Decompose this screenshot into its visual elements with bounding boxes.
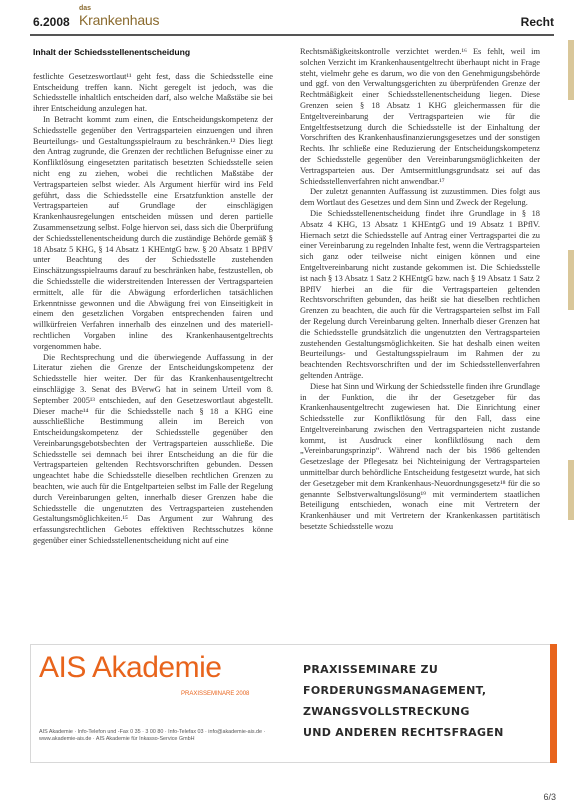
ad-contact-text: AIS Akademie · Info-Telefon und -Fax 0 35 · 3 00 80 · Info-Telefax 03 · info@akademie-ais.de · www.akademie-ais.de · AIS Akademie für Inkasso-Service GmbH [39,729,266,742]
paragraph: Der zuletzt genannten Auffassung ist zuzustimmen. Dies folgt aus dem Wortlaut des Gesetzes und dem Sinn und Zweck der Regelung. [300,187,540,208]
ad-headline-line: ZWANGSVOLLSTRECKUNG [303,705,470,718]
article-heading: Inhalt der Schiedsstellenentscheidung [33,47,191,57]
page-number: 6/3 [543,792,556,802]
logo-prefix: das [79,5,92,12]
ad-brand-subtitle: PRAXISSEMINARE 2008 [181,691,250,697]
ad-brand-block [31,645,291,762]
paragraph: Die Schiedsstellenentscheidung findet ihre Grundlage in § 18 Absatz 4 KHG, 13 Absatz 1 KHEntgG und 19 Absatz 1 BPflV. Hiernach setzt die Schiedsstelle auf Antrag einer Vertragspartei die zu einer Vereinbarung zu regelnden Inhalte fest, wenn die Vertragsparteien sich ganz oder teilweise nicht einigen können und eine Entgeltvereinbarung nicht zustande gekommen ist. Die Schiedsstelle ist nach § 13 Absatz 1 Satz 2 KHEntgG bzw. nach § 19 Absatz 1 Satz 2 BPflV hierbei an die für die Vertragsparteien geltenden Rechtsvorschriften gebunden, das heißt sie hat dieselben rechtlichen Grenzen zu beachten, die auch für die Vertragsparteien selbst im Fall der Regelung durch Vereinbarung gelten. Innerhalb dieser Grenzen hat die Schiedsstelle grundsätzlich die ungenutzten den Vertragsparteien zustehenden Gestaltungsmöglichkeiten. Sie hat deshalb einen weiten Beurteilungs- und Gestaltungsspielraum im Rahmen der zu beachtenden Rechtsvorschriften und der im Schiedsstellenverfahren geltenden Anträge. [300,208,540,380]
header-rule [30,34,554,36]
edge-tab-mark [568,40,574,100]
journal-logo [79,5,160,31]
ad-headline-line: UND ANDEREN RECHTSFRAGEN [303,726,504,739]
issue-number: 6.2008 [33,15,70,29]
paragraph: Rechtsmäßigkeitskontrolle verzichtet werden.¹⁶ Es fehlt, weil im solchen Verzicht im Krankenhausentgeltrecht überhaupt nicht in Frage steht, vielmehr gehe es darum, wo die von den Genehmigungsbehörde und ggf. von den Verwaltungsgerichten zu überprüfenden Grenze der Rechtmäßigkeit einer Schiedsstellenentscheidung liegen. Diese Grenzen seien § 18 Absatz 1 KHG gleichermassen für die Entgeltvereinbarung der Vertragsparteien wie für die Entgeltfestsetzung durch die Schiedsstelle ist der Einhaltung der Vorschriften des Krankenhausfinanzierungsgesetzes und der sonstigen Rechts. Ihr schließe eine Reduzierung der Entscheidungskompetenz der Schiedsstelle gegenüber den Vereinbarungsmöglichkeiten der Vertragsparteien aus. Der Amtsermittlungsgrundsatz sei auf das Schiedsstellenverfahren nicht anwendbar.¹⁷ [300,47,540,186]
paragraph: In Betracht kommt zum einen, die Entscheidungskompetenz der Schiedsstelle gegenüber den Vertragsparteien einzuengen und ihren Beurteilungs- und Gestaltungsspielraum zu beschränken.¹² Dies liegt den Antrag zugrunde, die Grenzen der rechtlichen Befugnisse einer zu Konfliktlösung eingesetzten paritatisch besetzten Schiedsstelle seien nicht eng zu ziehen, wobei die rechtlichen Maßstäbe der Vertragsparteien selbst wieder. Als Argument hierfür wird ins Feld geführt, dass die Schiedsstelle eine Ersatzfunktion anstelle der Vertragsparteien auf Grundlage der einschlägigen Krankenhausregelungen entscheiden müssen und deren partielle Zusammensetzung selbst. Folge hiervon sei, dass sich die Überprüfung der Schiedsstellenentscheidung durch die zuständige Behörde gemäß § 18 Absatz 5 KHG, § 14 Absatz 1 KHEntgG bzw. § 20 Absatz 1 BPflV unter Beachtung des der Schiedsstelle zustehenden Einschätzungsspielraums darauf zu beschränken habe, festzustellen, ob die Schiedsstelle die widerstreitenden Interessen der Vertragsparteien ermittelt, alle für die Abwägung erforderlichen tatsächlichen Erkenntnisse gewonnen und die Abwägung frei von Einseitigkeit in einem den gesetzlichen Vorgaben entsprechenden fairen und willkürfreien Verfahren innerhalb des einzelnen und des materiell-rechtlichen Vorgaben inline des Krankenhausentgeltrechts vorgenommen habe. [33,114,273,351]
paragraph: Die Rechtsprechung und die überwiegende Auffassung in der Literatur ziehen die Grenze der Entscheidungskompetenz der Schiedsstelle hier weiter. Der für das Krankenhausentgeltrecht einschlägige 3. Senat des BVerwG hat in seinem Urteil vom 8. September 2005¹³ entschieden, auf den Gesetzeswortlaut abgestellt. Dieser mache¹⁴ für die Schiedsstelle nach § 18 a KHG eine ausschließliche Bestimmung allein im Bereich von Entscheidungskompetenz der Schiedsstelle gegenüber den Vereinbarungsgebotsbechten der Vertragsparteien ausschließe. Die Schiedsstelle sei demnach bei ihrer Entscheidung an die für die Vertragsparteien geltenden Rechtsvorschriften gebunden. Dessen ungeachtet habe die Schiedsstelle dieselben rechtlichen Grenzen zu beachten, wie auch für die Entgeltparteien selbst im Falle der Regelung durch Vereinbarungen gelten, innerhalb dieser Grenzen habe die Schiedsstelle die ungenutzten des Vertragsparteien zustehenden Gestaltungsmöglichkeiten.¹⁵ Das Argument zur Wahrung des erfassungsrechtlichen Gebotes effektiven Rechtsschutzes könne gegenüber einer Schiedsstellenentscheidung nicht auf eine [33,352,273,546]
section-label: Recht [520,15,554,29]
ad-headline-line: FORDERUNGSMANAGEMENT, [303,684,487,697]
edge-tab-mark [568,460,574,520]
edge-tab-mark [568,250,574,310]
article-column-right [300,47,540,639]
paragraph: Diese hat Sinn und Wirkung der Schiedsstelle finden ihre Grundlage in der Funktion, die ihr der Gesetzgeber für das Krankenhausentgeltrecht zugewiesen hat. Die Einrichtung einer Schiedsstelle zur Konfliktlösung für den Fall, dass eine Entgeltvereinbarung zwischen den Vertragsparteien nicht zustande kommt, ist Ausdruck einer konfliktlösung nach dem „Vereinbarungsprinzip“. Während nach der bis 1986 geltenden Gesetzeslage der Pflegesatz bei Nichteinigung der Vertragsparteien unmittelbar durch behördliche Entscheidung festgesetzt wurde, hat sich der Gesetzgeber mit dem Krankenhaus-Neuordnungsgesetz¹⁸ für die so genannte Selbstverwaltungslösung¹⁹ mit vermindertem staatlichen Beteiligung entschieden, wonach eine mit Vertretern der Krankenhäuser und mit Vertretern der Krankenkassen partitätisch besetzte Schiedsstelle wozu [300,381,540,532]
paragraph: festlichte Gesetzeswortlaut¹¹ geht fest, dass die Schiedsstelle eine Entscheidung treffen kann. Nicht geregelt ist jedoch, was die Schiedsstelle inhaltlich entscheiden darf, also welche Maßstäbe sie bei ihrer Entscheidung anzulegen hat. [33,71,273,114]
page-header [0,0,574,40]
ad-headline-line: PRAXISSEMINARE ZU [303,663,439,676]
ad-accent-bar [550,644,557,763]
advertisement-banner[interactable] [30,644,557,763]
article-column-left [33,47,273,639]
logo-name: Krankenhaus [79,12,160,28]
ad-brand-name: AIS Akademie [39,651,222,684]
ad-headline-block [303,659,543,743]
